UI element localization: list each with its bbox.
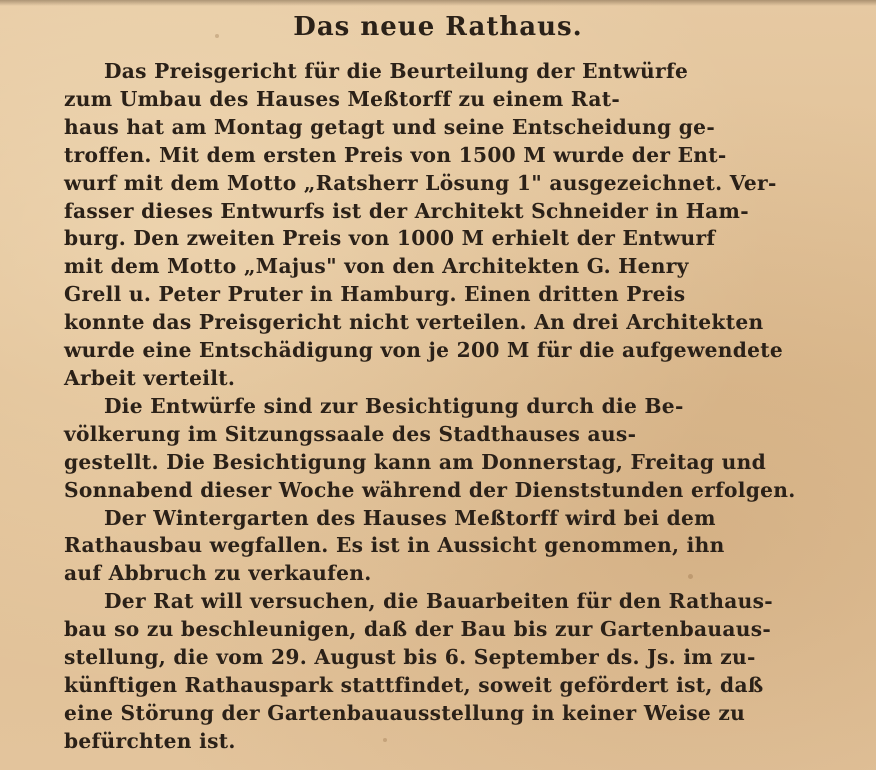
article-body — [24, 58, 856, 756]
article-title: Das neue Rathaus. — [293, 12, 583, 42]
text-line: künftigen Rathauspark stattfindet, soweit gefördert ist, daß — [64, 672, 764, 697]
text-line: bau so zu beschleunigen, daß der Bau bis zur Gartenbauaus- — [64, 617, 772, 642]
text-line: Grell u. Peter Pruter in Hamburg. Einen dritten Preis — [64, 282, 686, 307]
text-line: fasser dieses Entwurfs ist der Architekt Schneider in Ham- — [64, 198, 749, 223]
text-line: stellung, die vom 29. August bis 6. September ds. Js. im zu- — [64, 645, 756, 670]
paragraph-exhibition — [24, 393, 856, 505]
text-line: konnte das Preisgericht nicht verteilen. An drei Architekten — [64, 310, 764, 335]
text-line: Der Wintergarten des Hauses Meßtorff wird bei dem — [104, 505, 716, 530]
text-line: eine Störung der Gartenbauausstellung in keiner Weise zu — [64, 700, 746, 725]
top-rule — [0, 0, 876, 6]
text-line: mit dem Motto „Majus" von den Architekten G. Henry — [64, 254, 689, 279]
text-line: Rathausbau wegfallen. Es ist in Aussicht genommen, ihn — [64, 533, 725, 558]
text-line: befürchten ist. — [64, 728, 236, 753]
text-line: burg. Den zweiten Preis von 1000 M erhielt der Entwurf — [64, 226, 716, 251]
text-line: haus hat am Montag getagt und seine Entscheidung ge- — [64, 114, 715, 139]
text-line: troffen. Mit dem ersten Preis von 1500 M wurde der Ent- — [64, 142, 727, 167]
paragraph-construction — [24, 588, 856, 755]
paragraph-jury-decision — [24, 58, 856, 393]
text-line: wurf mit dem Motto „Ratsherr Lösung 1" ausgezeichnet. Ver- — [64, 170, 777, 195]
text-line: völkerung im Sitzungssaale des Stadthauses aus- — [64, 421, 637, 446]
text-line: Arbeit verteilt. — [64, 365, 236, 390]
text-line: Der Rat will versuchen, die Bauarbeiten für den Rathaus- — [104, 589, 773, 614]
text-line: Sonnabend dieser Woche während der Dienststunden erfolgen. — [64, 477, 796, 502]
paragraph-wintergarden — [24, 505, 856, 589]
paper-stain — [688, 574, 693, 579]
paper-stain — [383, 738, 387, 742]
text-line: wurde eine Entschädigung von je 200 M für die aufgewendete — [64, 338, 784, 363]
text-line: auf Abbruch zu verkaufen. — [64, 561, 372, 586]
text-line: gestellt. Die Besichtigung kann am Donnerstag, Freitag und — [64, 449, 766, 474]
paper-stain — [215, 34, 219, 38]
text-line: Die Entwürfe sind zur Besichtigung durch die Be- — [104, 393, 684, 418]
text-line: Das Preisgericht für die Beurteilung der Entwürfe — [104, 59, 689, 83]
text-line: zum Umbau des Hauses Meßtorff zu einem Rat- — [64, 86, 621, 111]
